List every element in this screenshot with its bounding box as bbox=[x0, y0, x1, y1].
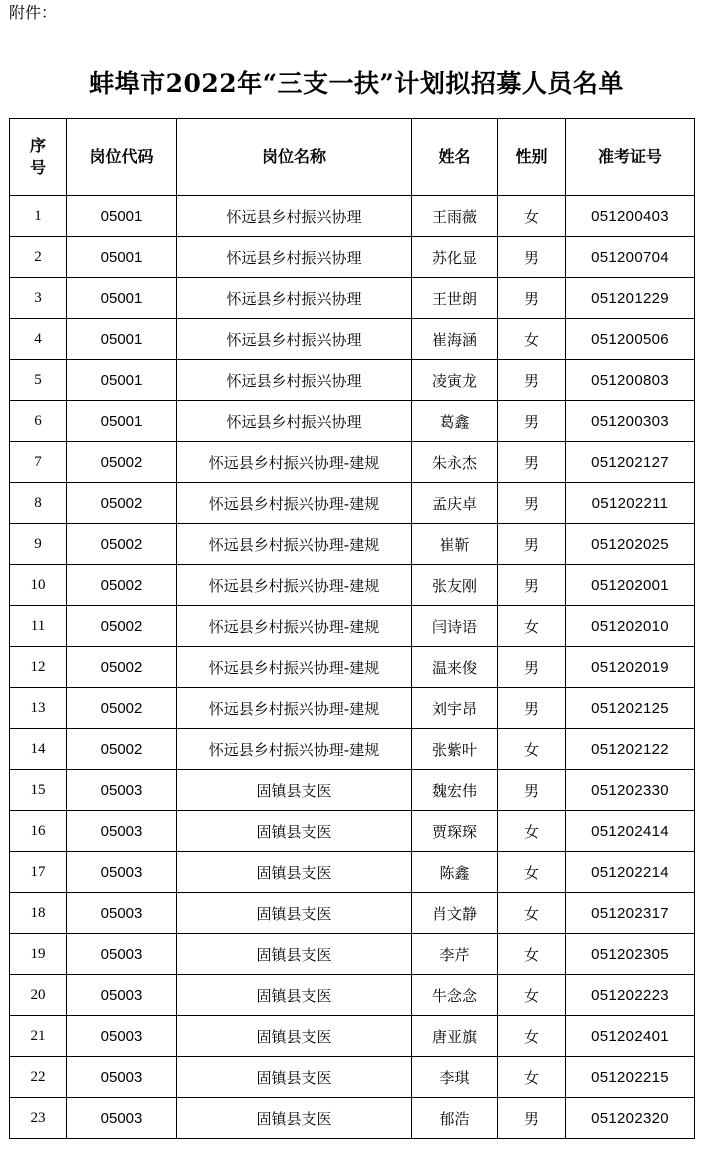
cell-exam-no: 051200506 bbox=[566, 319, 695, 360]
header-gender: 性别 bbox=[498, 119, 566, 196]
table-row bbox=[10, 442, 695, 483]
cell-index: 14 bbox=[10, 729, 67, 770]
table-row bbox=[10, 1016, 695, 1057]
cell-code: 05002 bbox=[67, 729, 177, 770]
cell-gender: 女 bbox=[498, 606, 566, 647]
cell-index: 12 bbox=[10, 647, 67, 688]
cell-position: 怀远县乡村振兴协理-建规 bbox=[177, 524, 412, 565]
cell-position: 怀远县乡村振兴协理 bbox=[177, 278, 412, 319]
attachment-label: 附件： bbox=[9, 3, 58, 22]
header-position: 岗位名称 bbox=[177, 119, 412, 196]
cell-gender: 男 bbox=[498, 565, 566, 606]
cell-gender: 女 bbox=[498, 893, 566, 934]
cell-index: 21 bbox=[10, 1016, 67, 1057]
cell-code: 05002 bbox=[67, 606, 177, 647]
cell-name: 魏宏伟 bbox=[412, 770, 498, 811]
table-row bbox=[10, 811, 695, 852]
cell-name: 温来俊 bbox=[412, 647, 498, 688]
table-row bbox=[10, 483, 695, 524]
cell-gender: 男 bbox=[498, 524, 566, 565]
cell-code: 05003 bbox=[67, 852, 177, 893]
cell-name: 李琪 bbox=[412, 1057, 498, 1098]
table-row bbox=[10, 278, 695, 319]
cell-position: 怀远县乡村振兴协理-建规 bbox=[177, 565, 412, 606]
cell-exam-no: 051202127 bbox=[566, 442, 695, 483]
cell-exam-no: 051200403 bbox=[566, 196, 695, 237]
cell-gender: 女 bbox=[498, 811, 566, 852]
cell-code: 05001 bbox=[67, 360, 177, 401]
table-body bbox=[10, 196, 695, 1139]
table-header-row bbox=[10, 119, 695, 196]
cell-gender: 男 bbox=[498, 237, 566, 278]
cell-exam-no: 051202019 bbox=[566, 647, 695, 688]
cell-index: 20 bbox=[10, 975, 67, 1016]
cell-index: 8 bbox=[10, 483, 67, 524]
cell-name: 崔海涵 bbox=[412, 319, 498, 360]
cell-position: 固镇县支医 bbox=[177, 811, 412, 852]
cell-code: 05001 bbox=[67, 401, 177, 442]
cell-name: 张紫叶 bbox=[412, 729, 498, 770]
cell-position: 怀远县乡村振兴协理 bbox=[177, 360, 412, 401]
cell-position: 怀远县乡村振兴协理-建规 bbox=[177, 606, 412, 647]
cell-position: 固镇县支医 bbox=[177, 1016, 412, 1057]
cell-code: 05001 bbox=[67, 196, 177, 237]
cell-gender: 女 bbox=[498, 1016, 566, 1057]
cell-exam-no: 051202025 bbox=[566, 524, 695, 565]
cell-code: 05003 bbox=[67, 934, 177, 975]
cell-name: 肖文静 bbox=[412, 893, 498, 934]
cell-position: 固镇县支医 bbox=[177, 893, 412, 934]
cell-exam-no: 051201229 bbox=[566, 278, 695, 319]
cell-position: 固镇县支医 bbox=[177, 852, 412, 893]
cell-code: 05003 bbox=[67, 893, 177, 934]
cell-index: 17 bbox=[10, 852, 67, 893]
cell-code: 05001 bbox=[67, 319, 177, 360]
cell-gender: 男 bbox=[498, 442, 566, 483]
cell-name: 葛鑫 bbox=[412, 401, 498, 442]
cell-index: 11 bbox=[10, 606, 67, 647]
cell-position: 怀远县乡村振兴协理 bbox=[177, 319, 412, 360]
cell-index: 22 bbox=[10, 1057, 67, 1098]
cell-name: 张友刚 bbox=[412, 565, 498, 606]
cell-gender: 男 bbox=[498, 688, 566, 729]
cell-code: 05002 bbox=[67, 524, 177, 565]
cell-exam-no: 051200803 bbox=[566, 360, 695, 401]
cell-gender: 男 bbox=[498, 647, 566, 688]
cell-gender: 女 bbox=[498, 319, 566, 360]
table-row bbox=[10, 319, 695, 360]
table-row bbox=[10, 893, 695, 934]
cell-code: 05002 bbox=[67, 442, 177, 483]
cell-name: 郁浩 bbox=[412, 1098, 498, 1139]
cell-exam-no: 051202401 bbox=[566, 1016, 695, 1057]
cell-code: 05003 bbox=[67, 811, 177, 852]
cell-exam-no: 051202122 bbox=[566, 729, 695, 770]
document-title: 蚌埠市2022年“三支一扶”计划拟招募人员名单 bbox=[89, 69, 624, 98]
cell-position: 固镇县支医 bbox=[177, 1057, 412, 1098]
table-row bbox=[10, 1098, 695, 1139]
cell-name: 苏化显 bbox=[412, 237, 498, 278]
cell-index: 18 bbox=[10, 893, 67, 934]
table-row bbox=[10, 975, 695, 1016]
cell-code: 05003 bbox=[67, 1057, 177, 1098]
cell-position: 怀远县乡村振兴协理 bbox=[177, 237, 412, 278]
cell-exam-no: 051202320 bbox=[566, 1098, 695, 1139]
cell-index: 10 bbox=[10, 565, 67, 606]
table-row bbox=[10, 852, 695, 893]
cell-exam-no: 051202001 bbox=[566, 565, 695, 606]
cell-name: 朱永杰 bbox=[412, 442, 498, 483]
cell-gender: 男 bbox=[498, 360, 566, 401]
cell-index: 3 bbox=[10, 278, 67, 319]
cell-code: 05001 bbox=[67, 237, 177, 278]
cell-code: 05002 bbox=[67, 565, 177, 606]
cell-name: 王雨薇 bbox=[412, 196, 498, 237]
table-row bbox=[10, 606, 695, 647]
header-code: 岗位代码 bbox=[67, 119, 177, 196]
cell-index: 9 bbox=[10, 524, 67, 565]
cell-index: 23 bbox=[10, 1098, 67, 1139]
cell-index: 13 bbox=[10, 688, 67, 729]
recruitment-table bbox=[9, 118, 695, 1139]
cell-exam-no: 051202317 bbox=[566, 893, 695, 934]
cell-code: 05001 bbox=[67, 278, 177, 319]
cell-position: 怀远县乡村振兴协理-建规 bbox=[177, 647, 412, 688]
cell-code: 05002 bbox=[67, 483, 177, 524]
cell-position: 怀远县乡村振兴协理-建规 bbox=[177, 483, 412, 524]
cell-exam-no: 051200704 bbox=[566, 237, 695, 278]
cell-gender: 男 bbox=[498, 401, 566, 442]
cell-gender: 男 bbox=[498, 278, 566, 319]
table-row bbox=[10, 688, 695, 729]
cell-name: 崔靳 bbox=[412, 524, 498, 565]
cell-gender: 女 bbox=[498, 729, 566, 770]
cell-exam-no: 051202211 bbox=[566, 483, 695, 524]
cell-name: 陈鑫 bbox=[412, 852, 498, 893]
table-row bbox=[10, 729, 695, 770]
table-row bbox=[10, 524, 695, 565]
cell-code: 05003 bbox=[67, 1098, 177, 1139]
table-row bbox=[10, 360, 695, 401]
cell-index: 6 bbox=[10, 401, 67, 442]
header-index-line1: 序 bbox=[29, 136, 46, 155]
cell-code: 05003 bbox=[67, 770, 177, 811]
cell-name: 王世朗 bbox=[412, 278, 498, 319]
table-row bbox=[10, 565, 695, 606]
cell-name: 刘宇昂 bbox=[412, 688, 498, 729]
cell-index: 4 bbox=[10, 319, 67, 360]
cell-index: 1 bbox=[10, 196, 67, 237]
cell-index: 16 bbox=[10, 811, 67, 852]
cell-gender: 女 bbox=[498, 934, 566, 975]
cell-index: 15 bbox=[10, 770, 67, 811]
table-row bbox=[10, 1057, 695, 1098]
cell-exam-no: 051202010 bbox=[566, 606, 695, 647]
cell-gender: 女 bbox=[498, 1057, 566, 1098]
table-row bbox=[10, 196, 695, 237]
cell-index: 5 bbox=[10, 360, 67, 401]
cell-index: 2 bbox=[10, 237, 67, 278]
header-exam-no: 准考证号 bbox=[566, 119, 695, 196]
header-index-line2: 号 bbox=[29, 158, 46, 177]
cell-exam-no: 051202125 bbox=[566, 688, 695, 729]
table-row bbox=[10, 647, 695, 688]
cell-position: 固镇县支医 bbox=[177, 770, 412, 811]
cell-position: 怀远县乡村振兴协理 bbox=[177, 401, 412, 442]
cell-gender: 女 bbox=[498, 196, 566, 237]
cell-exam-no: 051202305 bbox=[566, 934, 695, 975]
cell-index: 19 bbox=[10, 934, 67, 975]
table-row bbox=[10, 770, 695, 811]
cell-code: 05003 bbox=[67, 1016, 177, 1057]
cell-exam-no: 051200303 bbox=[566, 401, 695, 442]
cell-gender: 男 bbox=[498, 770, 566, 811]
cell-exam-no: 051202215 bbox=[566, 1057, 695, 1098]
table-row bbox=[10, 401, 695, 442]
cell-name: 李芹 bbox=[412, 934, 498, 975]
cell-position: 怀远县乡村振兴协理-建规 bbox=[177, 688, 412, 729]
cell-code: 05002 bbox=[67, 647, 177, 688]
cell-name: 牛念念 bbox=[412, 975, 498, 1016]
table-row bbox=[10, 934, 695, 975]
cell-name: 闫诗语 bbox=[412, 606, 498, 647]
cell-position: 固镇县支医 bbox=[177, 934, 412, 975]
cell-code: 05003 bbox=[67, 975, 177, 1016]
cell-position: 固镇县支医 bbox=[177, 1098, 412, 1139]
cell-index: 7 bbox=[10, 442, 67, 483]
cell-gender: 男 bbox=[498, 483, 566, 524]
cell-exam-no: 051202330 bbox=[566, 770, 695, 811]
cell-name: 孟庆卓 bbox=[412, 483, 498, 524]
cell-name: 唐亚旗 bbox=[412, 1016, 498, 1057]
cell-position: 怀远县乡村振兴协理 bbox=[177, 196, 412, 237]
cell-position: 固镇县支医 bbox=[177, 975, 412, 1016]
cell-exam-no: 051202223 bbox=[566, 975, 695, 1016]
cell-code: 05002 bbox=[67, 688, 177, 729]
cell-name: 凌寅龙 bbox=[412, 360, 498, 401]
header-name: 姓名 bbox=[412, 119, 498, 196]
cell-gender: 女 bbox=[498, 852, 566, 893]
cell-gender: 女 bbox=[498, 975, 566, 1016]
table-row bbox=[10, 237, 695, 278]
cell-name: 贾琛琛 bbox=[412, 811, 498, 852]
cell-position: 怀远县乡村振兴协理-建规 bbox=[177, 729, 412, 770]
cell-exam-no: 051202214 bbox=[566, 852, 695, 893]
header-index bbox=[10, 119, 67, 196]
cell-exam-no: 051202414 bbox=[566, 811, 695, 852]
cell-position: 怀远县乡村振兴协理-建规 bbox=[177, 442, 412, 483]
cell-gender: 男 bbox=[498, 1098, 566, 1139]
